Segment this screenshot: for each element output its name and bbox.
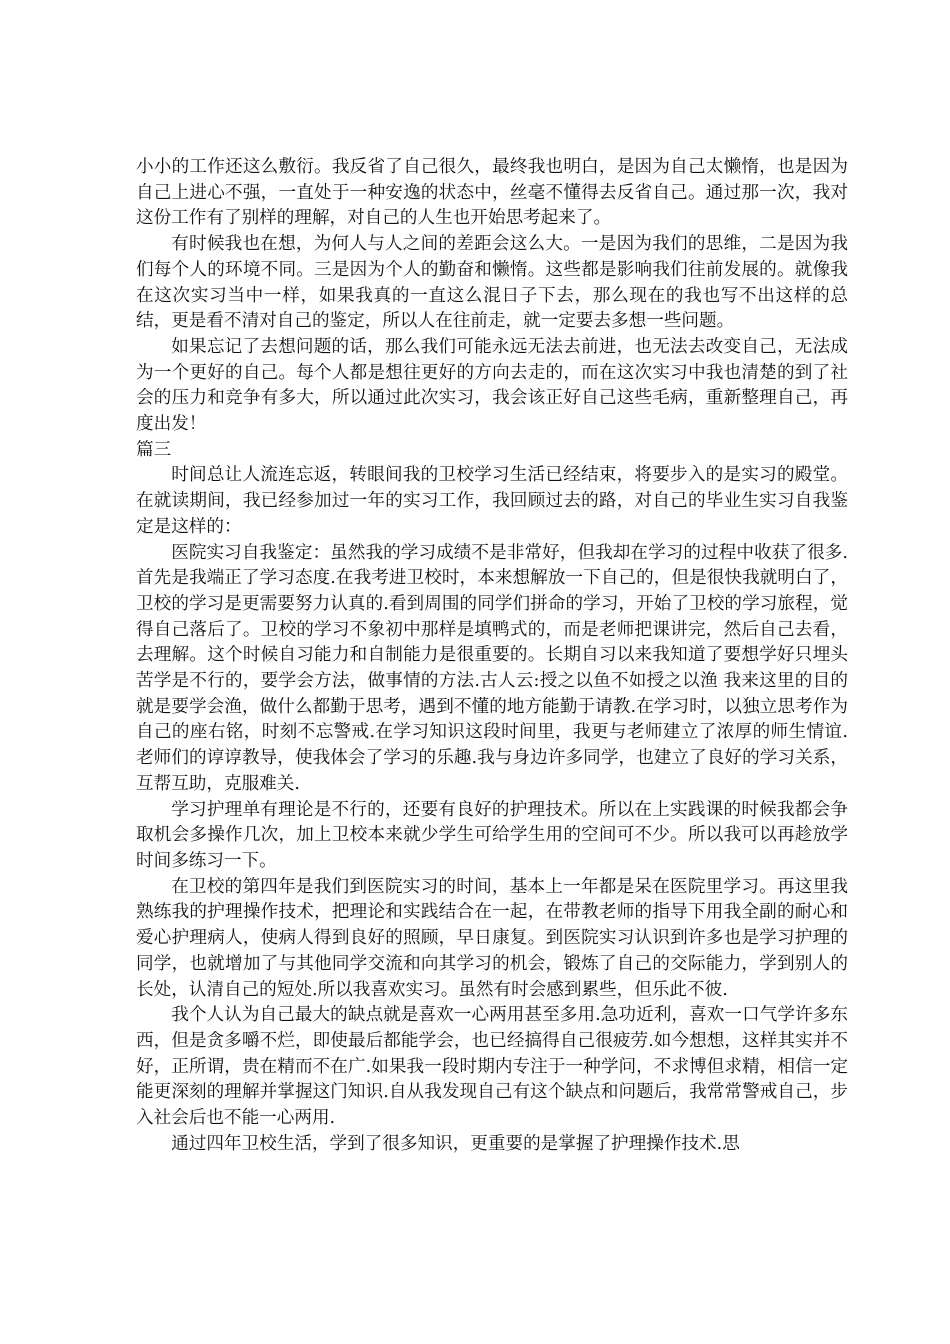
section-title: 篇三 (136, 439, 172, 460)
document-page (136, 155, 848, 1157)
paragraph-shortcomings: 我个人认为自己最大的缺点就是喜欢一心两用甚至多用.急功近利，喜欢一口气学许多东西，但是贪多嚼不烂，即使最后都能学会，也已经搞得自己很疲劳.如今想想，这样其实并不好，正所谓，贵在精而不在广.如果我一段时期内专注于一种学问，不求博但求精，相信一定能更深刻的理解并掌握这门知识.自从我发现自己有这个缺点和问题后，我常常警戒自己，步入社会后也不能一心两用. (136, 1005, 848, 1129)
paragraph-self-evaluation: 医院实习自我鉴定：虽然我的学习成绩不是非常好，但我却在学习的过程中收获了很多.首先是我端正了学习态度.在我考进卫校时，本来想解放一下自己的，但是很快我就明白了，卫校的学习是更需要努力认真的.看到周围的同学们拼命的学习，开始了卫校的学习旅程，觉得自己落后了。卫校的学习不象初中那样是填鸭式的，而是老师把课讲完，然后自己去看，去理解。这个时候自习能力和自制能力是很重要的。长期自习以来我知道了要想学好只埋头苦学是不行的，要学会方法，做事情的方法.古人云:授之以鱼不如授之以渔 我来这里的目的就是要学会渔，做什么都勤于思考，遇到不懂的地方能勤于请教.在学习时，以独立思考作为自己的座右铭，时刻不忘警戒.在学习知识这段时间里，我更与老师建立了浓厚的师生情谊.老师们的谆谆教导，使我体会了学习的乐趣.我与身边许多同学，也建立了良好的学习关系，互帮互助，克服难关. (136, 542, 848, 794)
paragraph-hospital-internship: 在卫校的第四年是我们到医院实习的时间，基本上一年都是呆在医院里学习。再这里我熟练我的护理操作技术，把理论和实践结合在一起，在带教老师的指导下用我全副的耐心和爱心护理病人，使病人得到良好的照顾，早日康复。到医院实习认识到许多也是学习护理的同学，也就增加了与其他同学交流和向其学习的机会，锻炼了自己的交际能力，学到别人的长处，认清自己的短处.所以我喜欢实习。虽然有时会感到累些，但乐此不彼. (136, 876, 848, 1000)
paragraph-continuation: 小小的工作还这么敷衍。我反省了自己很久，最终我也明白，是因为自己太懒惰，也是因为自己上进心不强，一直处于一种安逸的状态中，丝毫不懂得去反省自己。通过那一次，我对这份工作有了别样的理解，对自己的人生也开始思考起来了。 (136, 157, 848, 229)
paragraph-reflection-gap: 有时候我也在想，为何人与人之间的差距会这么大。一是因为我们的思维，二是因为我们每个人的环境不同。三是因为个人的勤奋和懒惰。这些都是影响我们往前发展的。就像我在这次实习当中一样，如果我真的一直这么混日子下去，那么现在的我也写不出这样的总结，更是看不清对自己的鉴定，所以人在往前走，就一定要去多想一些问题。 (136, 234, 848, 332)
paragraph-reflection-progress: 如果忘记了去想问题的话，那么我们可能永远无法去前进，也无法去改变自己，无法成为一个更好的自己。每个人都是想往更好的方向去走的，而在这次实习中我也清楚的到了社会的压力和竞争有多大，所以通过此次实习，我会该正好自己这些毛病，重新整理自己，再度出发！ (136, 336, 848, 435)
paragraph-conclusion: 通过四年卫校生活，学到了很多知识，更重要的是掌握了护理操作技术.思 (171, 1133, 740, 1154)
paragraph-intro: 时间总让人流连忘返，转眼间我的卫校学习生活已经结束，将要步入的是实习的殿堂。在就读期间，我已经参加过一年的实习工作，我回顾过去的路，对自己的毕业生实习自我鉴定是这样的： (136, 465, 848, 537)
paragraph-nursing-practice: 学习护理单有理论是不行的，还要有良好的护理技术。所以在上实践课的时候我都会争取机会多操作几次，加上卫校本来就少学生可给学生用的空间可不少。所以我可以再趁放学时间多练习一下。 (136, 799, 848, 871)
